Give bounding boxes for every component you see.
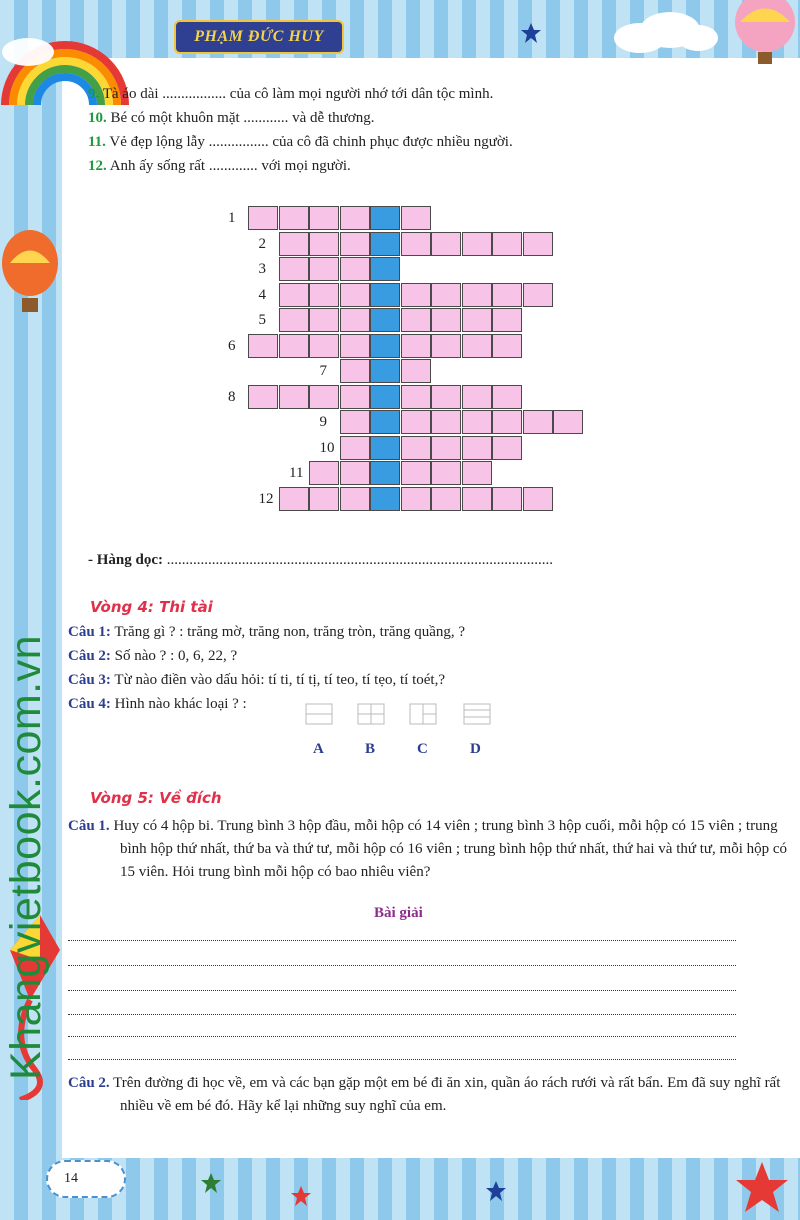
question-label: Câu 2. <box>68 1075 110 1091</box>
shape-a-icon <box>304 702 334 726</box>
crossword-cell[interactable] <box>462 385 492 409</box>
answer-line-3[interactable] <box>68 990 736 991</box>
question-10 <box>88 110 374 127</box>
crossword-cell[interactable] <box>401 461 431 485</box>
vertical-answer-line <box>88 552 553 569</box>
crossword-row-number: 12 <box>258 490 274 507</box>
crossword-cell[interactable] <box>523 487 553 511</box>
crossword-row-number: 2 <box>258 235 266 252</box>
crossword-cell[interactable] <box>492 308 522 332</box>
cloud-icon <box>610 10 720 55</box>
crossword-cell[interactable] <box>340 206 370 230</box>
crossword-cell[interactable] <box>462 410 492 434</box>
crossword-cell[interactable] <box>431 461 461 485</box>
crossword-row-number: 3 <box>258 261 266 277</box>
crossword-cell[interactable] <box>462 487 492 511</box>
crossword-cell[interactable] <box>340 334 370 358</box>
question-number: 11. <box>88 134 106 150</box>
crossword-key-cell[interactable] <box>370 206 400 230</box>
crossword-cell[interactable] <box>309 334 339 358</box>
question-label: Câu 1: <box>68 624 111 640</box>
crossword-cell[interactable] <box>431 410 461 434</box>
crossword-cell[interactable] <box>401 206 431 230</box>
round4-question-4 <box>68 696 247 713</box>
crossword-cell[interactable] <box>279 283 309 307</box>
answer-line-1[interactable] <box>68 940 736 941</box>
round4-title: Vòng 4: Thi tài <box>90 598 213 616</box>
crossword-cell[interactable] <box>309 461 339 485</box>
crossword-row-number: 5 <box>258 312 266 328</box>
crossword-cell[interactable] <box>523 232 553 256</box>
crossword-cell[interactable] <box>279 385 309 409</box>
answer-line-5[interactable] <box>68 1036 736 1037</box>
crossword-cell[interactable] <box>309 308 339 332</box>
crossword-cell[interactable] <box>401 436 431 460</box>
crossword-cell[interactable] <box>462 461 492 485</box>
round4-question-3 <box>68 672 445 689</box>
crossword-cell[interactable] <box>431 385 461 409</box>
question-text: Vẻ đẹp lộng lẫy ................ của cô đã chinh phục được nhiều người. <box>109 134 513 150</box>
crossword-cell[interactable] <box>340 359 370 383</box>
crossword-key-cell[interactable] <box>370 257 400 281</box>
question-9 <box>88 86 493 103</box>
choice-a: A <box>313 741 324 757</box>
crossword-row-number: 1 <box>228 210 236 226</box>
crossword-cell[interactable] <box>401 487 431 511</box>
crossword-cell[interactable] <box>340 257 370 281</box>
choice-d: D <box>470 741 481 757</box>
answer-line-2[interactable] <box>68 965 736 966</box>
crossword-cell[interactable] <box>492 436 522 460</box>
question-text: Từ nào điền vào dấu hỏi: tí ti, tí tị, tí teo, tí tẹo, tí toét,? <box>114 672 445 688</box>
crossword-cell[interactable] <box>401 232 431 256</box>
crossword-key-cell[interactable] <box>370 308 400 332</box>
question-text: Anh ấy sống rất ............. với mọi người. <box>109 158 351 174</box>
question-number: 10. <box>88 110 107 126</box>
choice-b: B <box>365 741 376 757</box>
solution-title: Bài giải <box>374 905 423 921</box>
crossword-cell[interactable] <box>492 487 522 511</box>
crossword-row-number: 6 <box>228 337 236 354</box>
crossword-key-cell[interactable] <box>370 436 400 460</box>
crossword-cell[interactable] <box>309 385 339 409</box>
crossword-key-cell[interactable] <box>370 410 400 434</box>
question-text: Tà áo dài ................. của cô làm mọi người nhớ tới dân tộc mình. <box>102 86 494 102</box>
crossword-cell[interactable] <box>431 334 461 358</box>
round4-question-1 <box>68 624 465 641</box>
question-text: Huy có 4 hộp bi. Trung bình 3 hộp đầu, mỗi hộp có 14 viên ; trung bình 3 hộp cuối, mỗi hộp có 15 viên ; trung bình hộp thứ nhất, thứ ba và thứ tư, mỗi hộp có 16 viên ; trung bình hộp thứ nhất, thứ hai và thứ tư, mỗi hộp có 15 viên. Hỏi trung bình mỗi hộp có bao nhiêu viên? <box>113 818 788 880</box>
crossword-cell[interactable] <box>401 359 431 383</box>
shape-c-icon <box>408 702 438 726</box>
answer-line-6[interactable] <box>68 1059 736 1060</box>
crossword-cell[interactable] <box>279 232 309 256</box>
small-star-icon-2 <box>290 1185 312 1207</box>
crossword-cell[interactable] <box>340 283 370 307</box>
crossword-cell[interactable] <box>431 436 461 460</box>
question-label: Câu 1. <box>68 818 110 834</box>
crossword-cell[interactable] <box>248 334 278 358</box>
crossword-cell[interactable] <box>492 385 522 409</box>
crossword-cell[interactable] <box>553 410 583 434</box>
question-text: Trăng gì ? : trăng mờ, trăng non, trăng tròn, trăng quầng, ? <box>114 624 466 640</box>
question-number: 9. <box>88 86 100 102</box>
star-icon <box>735 1160 790 1215</box>
crossword-cell[interactable] <box>462 334 492 358</box>
question-text: Hình nào khác loại ? : <box>114 696 247 712</box>
vertical-dots: ....................................................................................................... <box>166 552 553 568</box>
round4-question-2 <box>68 648 237 665</box>
crossword-cell[interactable] <box>492 334 522 358</box>
crossword-cell[interactable] <box>279 206 309 230</box>
question-number: 12. <box>88 158 107 174</box>
crossword-cell[interactable] <box>431 308 461 332</box>
small-star-icon-4 <box>520 22 542 44</box>
crossword-cell[interactable] <box>401 334 431 358</box>
crossword-cell[interactable] <box>462 308 492 332</box>
crossword-cell[interactable] <box>401 385 431 409</box>
question-label: Câu 3: <box>68 672 111 688</box>
crossword-cell[interactable] <box>340 385 370 409</box>
question-label: Câu 2: <box>68 648 111 664</box>
crossword-cell[interactable] <box>279 257 309 281</box>
crossword-row-number: 10 <box>319 439 335 456</box>
crossword-cell[interactable] <box>492 410 522 434</box>
question-text: Số nào ? : 0, 6, 22, ? <box>114 648 238 664</box>
crossword-cell[interactable] <box>462 283 492 307</box>
question-label: Câu 4: <box>68 696 111 712</box>
shape-d-icon <box>462 702 492 726</box>
crossword-cell[interactable] <box>431 283 461 307</box>
crossword-cell[interactable] <box>279 334 309 358</box>
crossword-cell[interactable] <box>492 232 522 256</box>
author-header: PHẠM ĐỨC HUY <box>174 20 344 54</box>
crossword-key-cell[interactable] <box>370 359 400 383</box>
crossword-cell[interactable] <box>279 308 309 332</box>
crossword-cell[interactable] <box>523 283 553 307</box>
round5-question-1 <box>68 815 792 884</box>
answer-line-4[interactable] <box>68 1014 736 1015</box>
crossword-cell[interactable] <box>431 232 461 256</box>
crossword-key-cell[interactable] <box>370 385 400 409</box>
crossword-cell[interactable] <box>431 487 461 511</box>
hot-air-balloon-icon <box>0 228 60 328</box>
crossword-row-number: 7 <box>319 363 327 379</box>
crossword-cell[interactable] <box>492 283 522 307</box>
crossword-cell[interactable] <box>340 232 370 256</box>
crossword-cell[interactable] <box>340 461 370 485</box>
crossword-cell[interactable] <box>248 385 278 409</box>
crossword-cell[interactable] <box>340 436 370 460</box>
round5-title: Vòng 5: Về đích <box>90 789 222 807</box>
crossword-key-cell[interactable] <box>370 232 400 256</box>
small-star-icon-3 <box>485 1180 507 1202</box>
crossword-cell[interactable] <box>279 487 309 511</box>
crossword-cell[interactable] <box>523 410 553 434</box>
shape-b-icon <box>356 702 386 726</box>
crossword-key-cell[interactable] <box>370 487 400 511</box>
crossword-key-cell[interactable] <box>370 461 400 485</box>
crossword-key-cell[interactable] <box>370 334 400 358</box>
crossword-row-number: 9 <box>319 414 327 430</box>
choice-c: C <box>417 741 428 757</box>
crossword-cell[interactable] <box>309 283 339 307</box>
question-text: Trên đường đi học về, em và các bạn gặp một em bé đi ăn xin, quần áo rách rưới và rất bẩn. Em đã suy nghĩ rất nhiều về em bé đó. Hãy kể lại những suy nghĩ của em. <box>113 1075 781 1114</box>
crossword-cell[interactable] <box>309 232 339 256</box>
crossword-cell[interactable] <box>462 232 492 256</box>
crossword-cell[interactable] <box>401 283 431 307</box>
crossword-row-number: 11 <box>289 465 304 481</box>
crossword-cell[interactable] <box>401 410 431 434</box>
question-11 <box>88 134 513 151</box>
vertical-label: - Hàng dọc: <box>88 552 163 568</box>
crossword-cell[interactable] <box>309 257 339 281</box>
crossword-row-number: 8 <box>228 388 236 405</box>
crossword-key-cell[interactable] <box>370 283 400 307</box>
question-text: Bé có một khuôn mặt ............ và dễ thương. <box>110 110 375 126</box>
crossword-cell[interactable] <box>248 206 278 230</box>
crossword-cell[interactable] <box>340 487 370 511</box>
watermark-text: Khangvietbook.com.vn <box>2 634 50 1080</box>
round5-question-2 <box>68 1072 792 1118</box>
crossword-cell[interactable] <box>462 436 492 460</box>
crossword-cell[interactable] <box>401 308 431 332</box>
crossword-row-number: 4 <box>258 286 266 303</box>
crossword-cell[interactable] <box>309 487 339 511</box>
page-number: 14 <box>46 1160 126 1198</box>
crossword-cell[interactable] <box>309 206 339 230</box>
question-12 <box>88 158 351 175</box>
crossword-cell[interactable] <box>340 410 370 434</box>
small-star-icon <box>200 1172 222 1194</box>
hot-air-balloon-top-icon <box>720 0 800 70</box>
crossword-cell[interactable] <box>340 308 370 332</box>
